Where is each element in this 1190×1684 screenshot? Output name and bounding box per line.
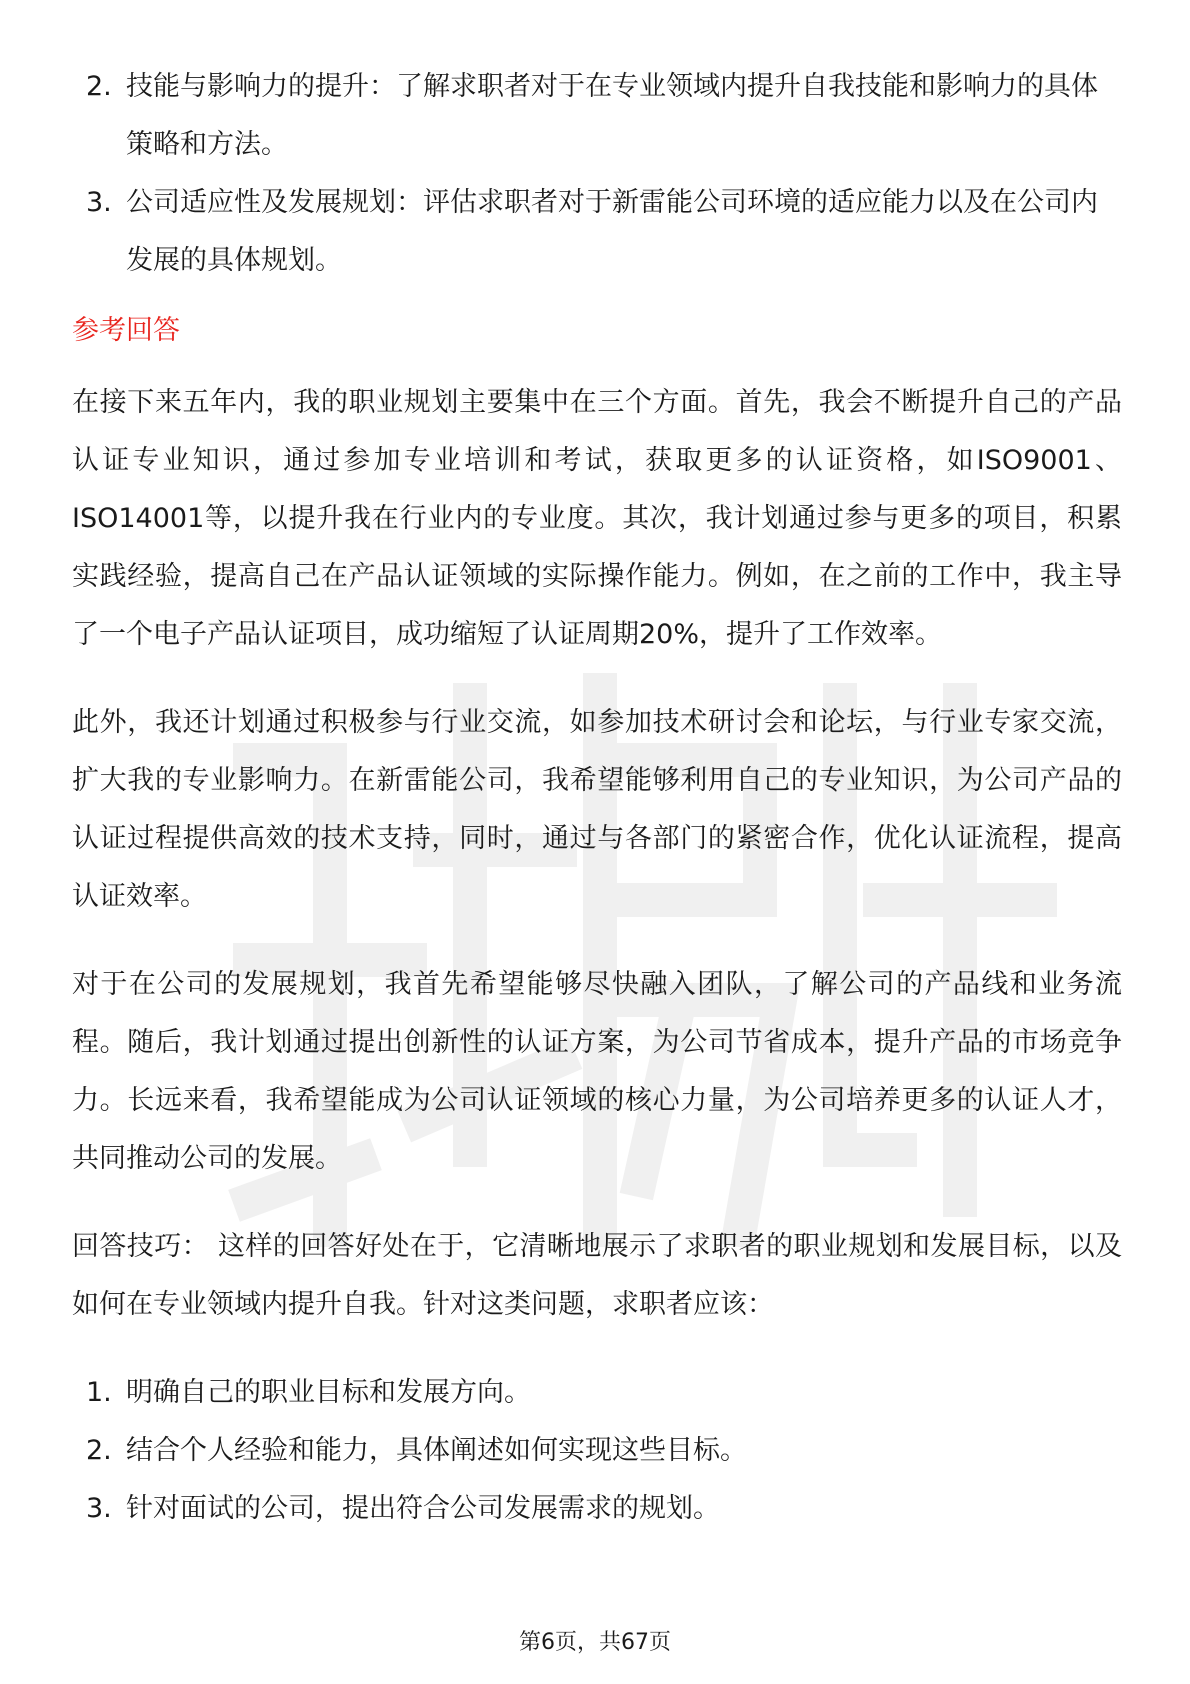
document-page [72, 58, 1122, 1538]
list-item-text: 针对面试的公司，提出符合公司发展需求的规划。 [126, 1493, 720, 1524]
answer-heading: 参考回答 [72, 315, 180, 346]
list-item-number: 3. [86, 1493, 112, 1524]
answer-paragraph: 对于在公司的发展规划，我首先希望能够尽快融入团队，了解公司的产品线和业务流程。随后，我计划通过提出创新性的认证方案，为公司节省成本，提升产品的市场竞争力。长远来看，我希望能成为公司认证领域的核心力量，为公司培养更多的认证人才，共同推动公司的发展。 [72, 969, 1122, 1174]
list-item-text: 明确自己的职业目标和发展方向。 [126, 1377, 531, 1408]
list-item [72, 58, 1122, 174]
page-footer: 第6页，共67页 [519, 1630, 671, 1655]
list-item [72, 1480, 1122, 1538]
list-item-text: 结合个人经验和能力，具体阐述如何实现这些目标。 [126, 1435, 747, 1466]
list-item-number: 2. [86, 71, 112, 102]
list-item-text: 技能与影响力的提升：了解求职者对于在专业领域内提升自我技能和影响力的具体策略和方法。 [126, 71, 1098, 160]
list-item [72, 174, 1122, 290]
list-item [72, 1422, 1122, 1480]
list-item-number: 2. [86, 1435, 112, 1466]
list-item [72, 1364, 1122, 1422]
tips-numbered-list [72, 1364, 1122, 1538]
answer-paragraph: 此外，我还计划通过积极参与行业交流，如参加技术研讨会和论坛，与行业专家交流，扩大我的专业影响力。在新雷能公司，我希望能够利用自己的专业知识，为公司产品的认证过程提供高效的技术支持，同时，通过与各部门的紧密合作，优化认证流程，提高认证效率。 [72, 707, 1122, 912]
list-item-number: 1. [86, 1377, 112, 1408]
list-item-text: 公司适应性及发展规划：评估求职者对于新雷能公司环境的适应能力以及在公司内发展的具体规划。 [126, 187, 1098, 276]
answer-paragraph: 在接下来五年内，我的职业规划主要集中在三个方面。首先，我会不断提升自己的产品认证专业知识，通过参加专业培训和考试，获取更多的认证资格，如ISO9001、ISO14001等，以提升我在行业内的专业度。其次，我计划通过参与更多的项目，积累实践经验，提高自己在产品认证领域的实际操作能力。例如，在之前的工作中，我主导了一个电子产品认证项目，成功缩短了认证周期20%，提升了工作效率。 [72, 387, 1122, 650]
answer-tips: 回答技巧： 这样的回答好处在于，它清晰地展示了求职者的职业规划和发展目标，以及如何在专业领域内提升自我。针对这类问题，求职者应该： [72, 1231, 1122, 1320]
top-numbered-list [72, 58, 1122, 290]
list-item-number: 3. [86, 187, 112, 218]
